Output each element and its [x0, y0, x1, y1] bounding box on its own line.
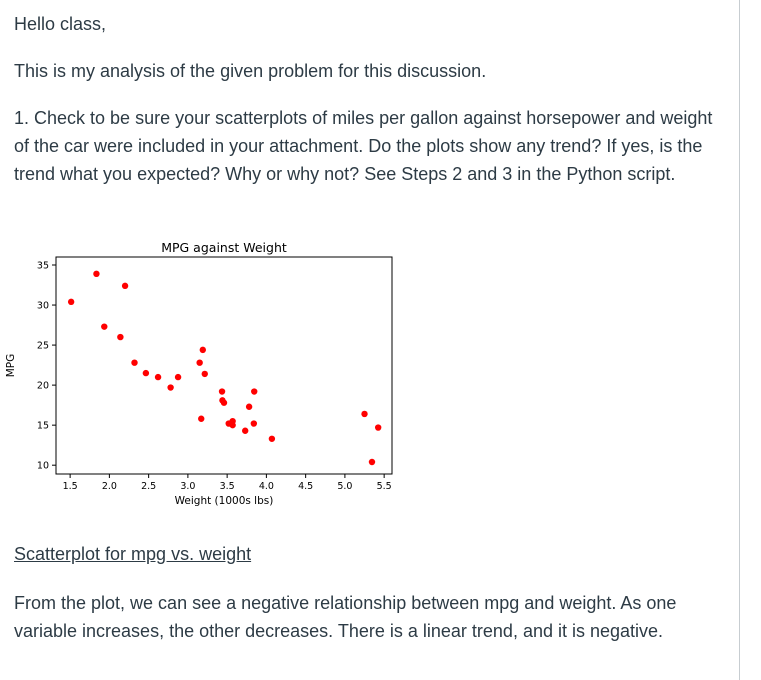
plot-area-frame: [56, 257, 392, 474]
data-point: [375, 424, 381, 430]
x-axis-ticks: [63, 474, 392, 492]
y-tick-label: 20: [36, 380, 49, 392]
x-tick-label: 1.5: [62, 481, 78, 492]
greeting-text: Hello class,: [14, 14, 107, 34]
y-axis-ticks: [37, 261, 56, 472]
x-tick-label: 4.0: [258, 481, 274, 492]
x-tick-label: 3.0: [180, 481, 196, 492]
data-point: [361, 411, 367, 417]
y-tick-label: 35: [36, 260, 49, 272]
data-point: [155, 374, 161, 380]
x-tick-label: 4.5: [298, 481, 314, 492]
data-point: [219, 388, 225, 394]
data-point: [131, 359, 137, 365]
x-tick-label: 3.5: [219, 481, 235, 492]
data-point: [251, 388, 257, 394]
data-point: [122, 283, 128, 289]
intro-text: This is my analysis of the given problem for this discussion.: [14, 61, 487, 81]
data-point: [143, 370, 149, 376]
data-point: [93, 271, 99, 277]
data-point: [269, 436, 275, 442]
plot-caption: Scatterplot for mpg vs. weight: [14, 544, 252, 564]
chart-title: MPG against Weight: [161, 240, 287, 255]
data-point: [229, 422, 235, 428]
x-tick-label: 5.0: [337, 481, 353, 492]
data-point: [251, 420, 257, 426]
data-point: [101, 323, 107, 329]
conclusion-text: From the plot, we can see a negative relationship between mpg and weight. As one variable increases, the other decreases. There is a linear trend, and it is negative.: [14, 593, 677, 641]
y-tick-label: 30: [36, 300, 49, 312]
y-axis-label: MPG: [5, 353, 17, 378]
data-points: [68, 271, 381, 466]
x-tick-label: 2.0: [101, 481, 117, 492]
mpg-weight-scatterplot: [0, 236, 420, 526]
data-point: [202, 371, 208, 377]
question-text: 1. Check to be sure your scatterplots of miles per gallon against horsepower and weight of the car were included in your attachment. Do the plots show any trend? If yes, is the trend what you expected? Why or why not? See Steps 2 and 3 in the Python script.: [14, 108, 713, 184]
data-point: [167, 384, 173, 390]
y-tick-label: 25: [36, 340, 49, 352]
y-tick-label: 10: [36, 460, 49, 472]
y-tick-label: 15: [36, 420, 49, 432]
data-point: [221, 400, 227, 406]
data-point: [117, 334, 123, 340]
x-tick-label: 2.5: [141, 481, 157, 492]
data-point: [175, 374, 181, 380]
x-tick-label: 5.5: [376, 481, 392, 492]
x-axis-label: Weight (1000s lbs): [174, 495, 274, 507]
data-point: [246, 404, 252, 410]
data-point: [198, 416, 204, 422]
data-point: [242, 428, 248, 434]
data-point: [200, 347, 206, 353]
data-point: [68, 299, 74, 305]
data-point: [369, 459, 375, 465]
data-point: [196, 359, 202, 365]
